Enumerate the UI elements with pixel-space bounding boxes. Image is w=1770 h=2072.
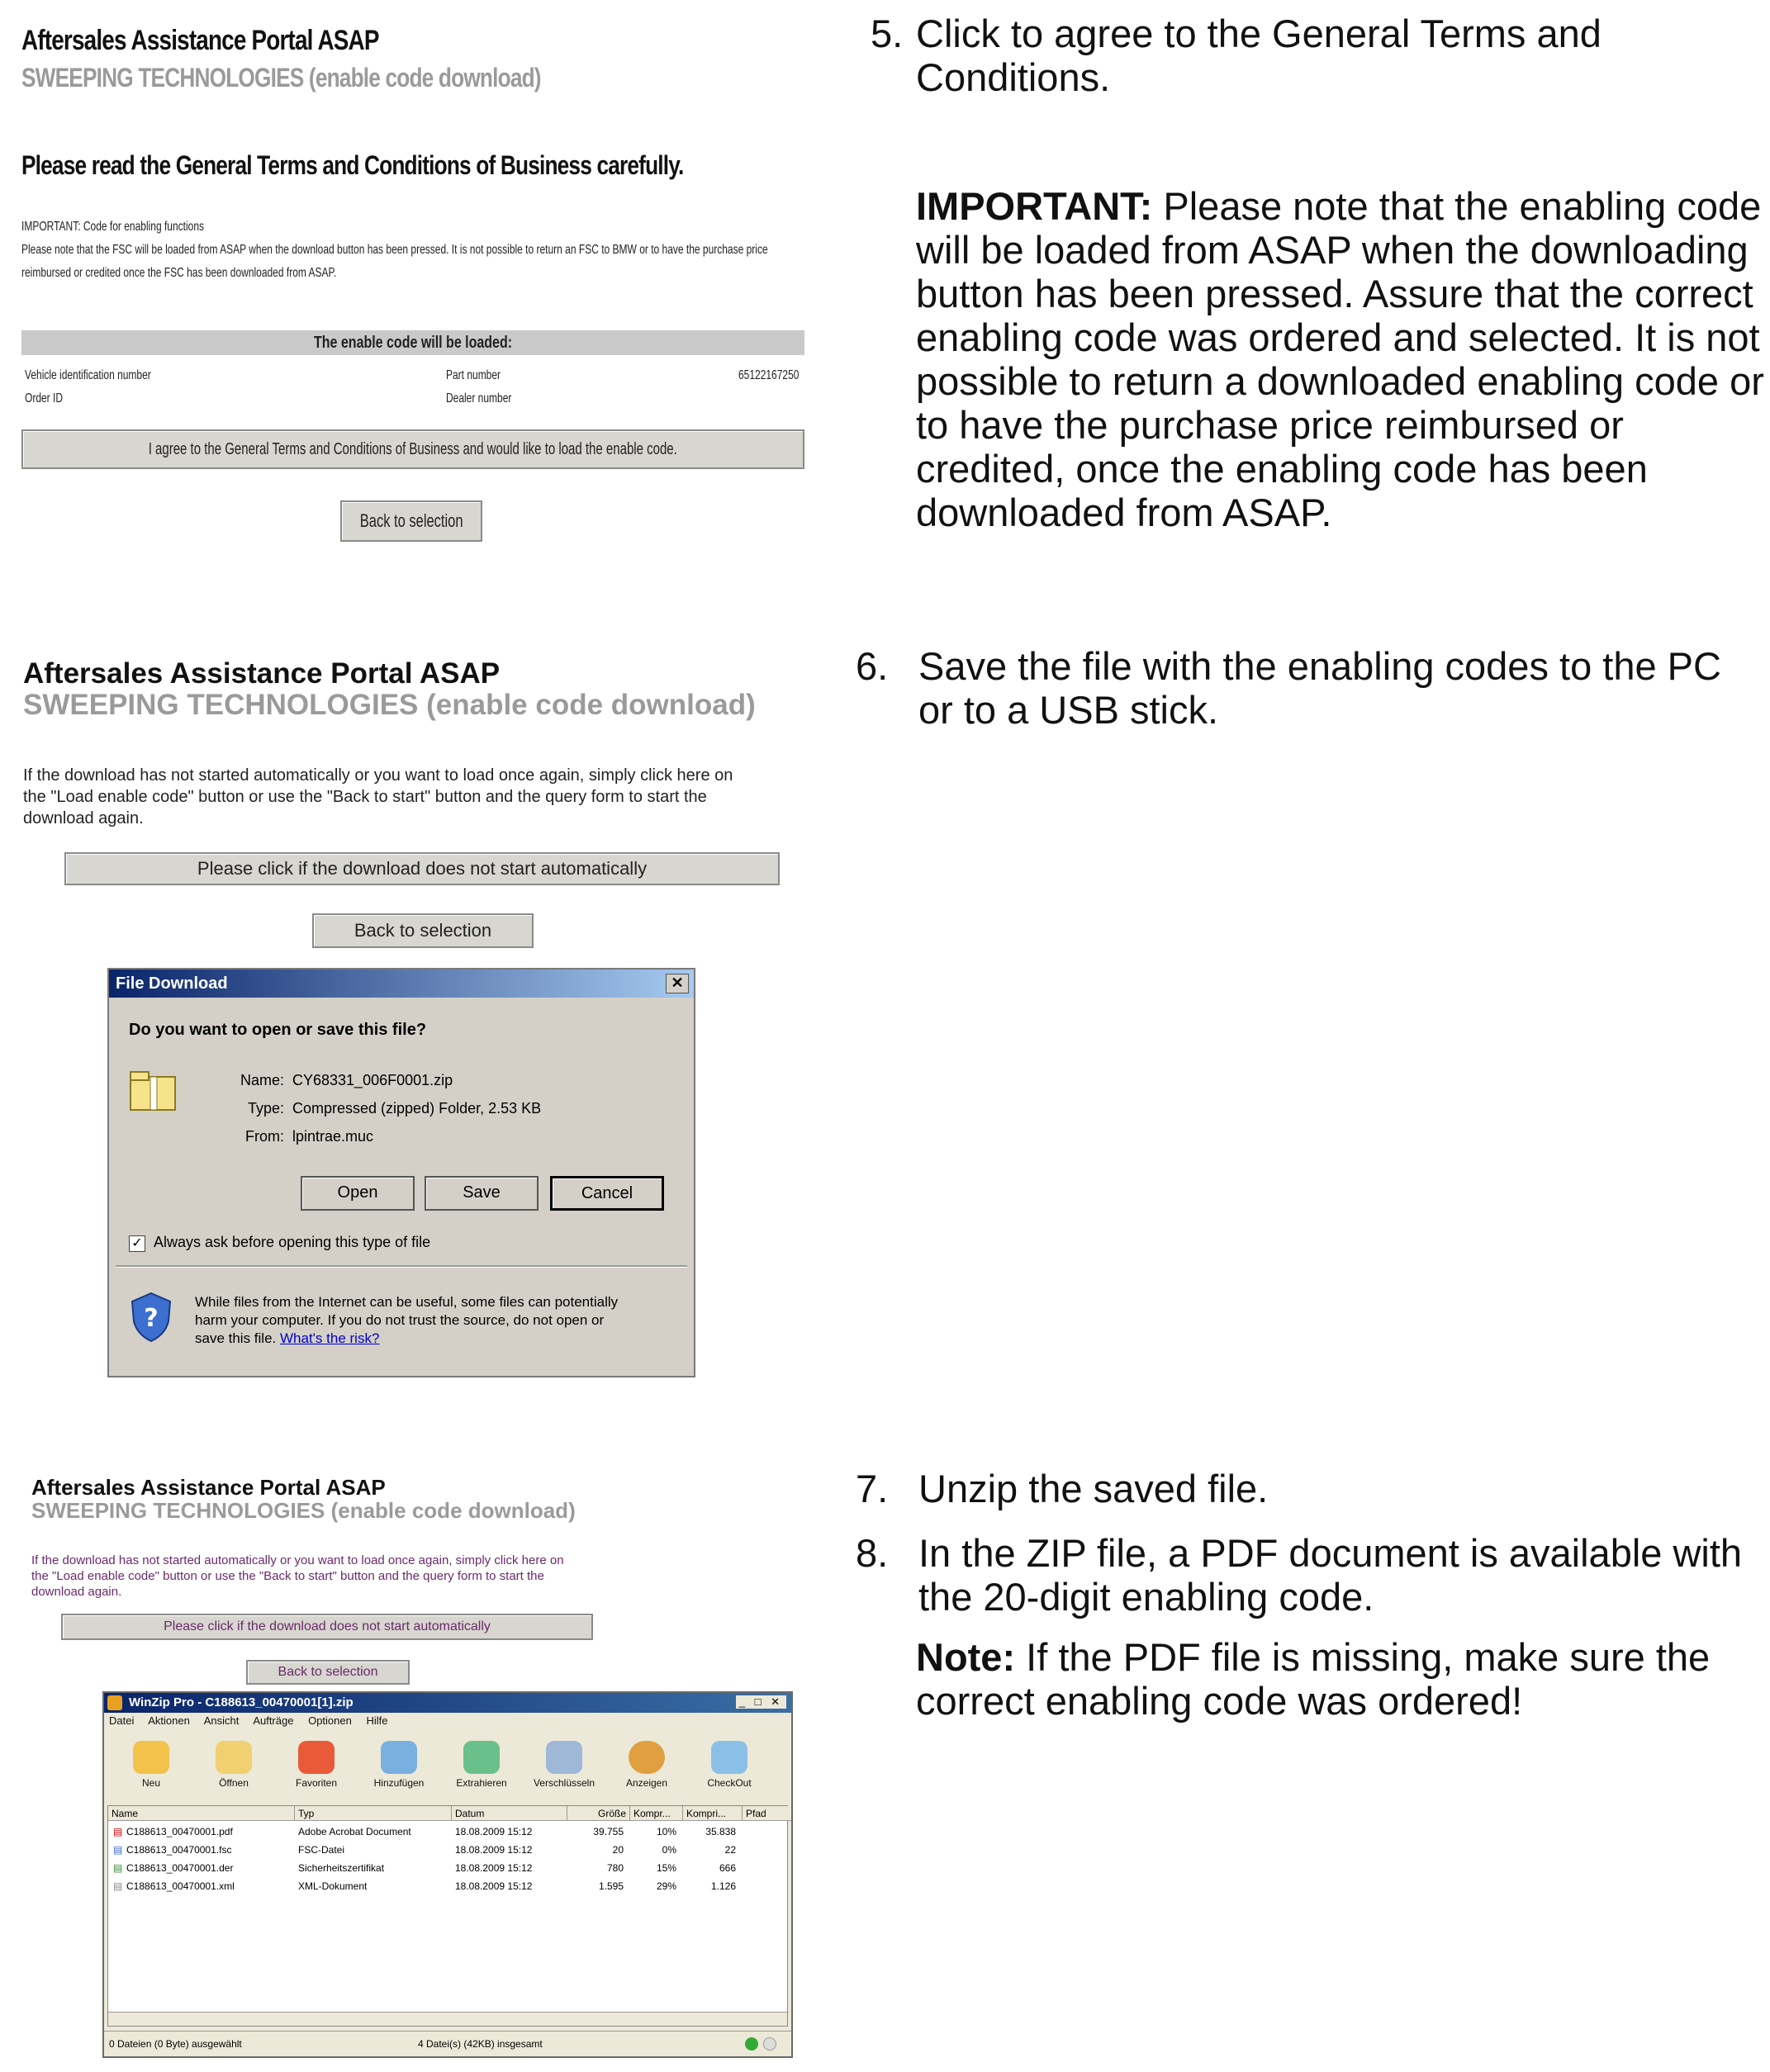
portal-subtitle: SWEEPING TECHNOLOGIES (enable code download) (23, 689, 756, 721)
info-line-1: If the download has not started automatically or you want to load once again, simply click here on (23, 766, 733, 785)
favorites-icon (298, 1741, 335, 1774)
manual-download-button[interactable]: Please click if the download does not start automatically (64, 852, 780, 885)
important-line-4: enabling code was ordered and selected. It is not (916, 315, 1760, 359)
enable-code-bar (21, 330, 804, 355)
agree-button-label: I agree to the General Terms and Conditions of Business and would like to load the enable code. (148, 440, 678, 458)
file-packed: 35.838 (705, 1826, 736, 1837)
file-type: FSC-Datei (298, 1844, 345, 1856)
vin-label: Vehicle identification number (25, 368, 151, 382)
file-row[interactable] (108, 1841, 787, 1859)
fsc-file-icon: ▤ (113, 1844, 123, 1856)
back-to-selection-button[interactable] (340, 500, 482, 542)
winzip-window (102, 1691, 793, 2058)
file-type: Adobe Acrobat Document (298, 1826, 411, 1837)
step-number: 6. (856, 644, 889, 688)
step-5-line-2: Conditions. (916, 55, 1111, 99)
info-line-3: download again. (31, 1585, 122, 1599)
checkout-icon (711, 1741, 747, 1774)
info-line-1: If the download has not started automatically or you want to load once again, simply click here on (31, 1553, 564, 1567)
file-packed: 22 (724, 1844, 736, 1856)
warning-line-3 (195, 1330, 379, 1348)
important-label: IMPORTANT: (916, 184, 1153, 228)
file-row[interactable] (108, 1877, 787, 1895)
winzip-menu (109, 1714, 400, 1727)
xml-file-icon: ▤ (113, 1880, 123, 1892)
window-controls[interactable]: _ □ ✕ (736, 1695, 786, 1709)
file-from-value: lpintrae.muc (292, 1128, 374, 1145)
always-ask-label: Always ask before opening this type of file (154, 1234, 431, 1250)
file-packed: 666 (719, 1862, 736, 1874)
tool-add[interactable] (362, 1741, 436, 1789)
tool-new-label: Neu (141, 1777, 160, 1789)
part-number-label: Part number (446, 368, 501, 382)
enable-code-bar-label: The enable code will be loaded: (313, 334, 513, 352)
winzip-title: WinZip Pro - C188613_00470001[1].zip (129, 1695, 354, 1709)
file-date: 18.08.2009 15:12 (455, 1880, 533, 1892)
col-ratio[interactable]: Kompr... (630, 1806, 683, 1821)
col-date[interactable]: Datum (452, 1806, 567, 1821)
menu-optionen[interactable]: Optionen (308, 1714, 352, 1727)
col-packed[interactable]: Kompri... (683, 1806, 743, 1821)
important-line-1: Please note that the enabling code (1163, 184, 1762, 228)
tool-open-label: Öffnen (219, 1777, 249, 1789)
tool-encrypt[interactable] (527, 1741, 601, 1789)
certificate-file-icon: ▤ (113, 1862, 123, 1874)
shield-help-icon (129, 1292, 173, 1343)
file-size: 780 (606, 1862, 624, 1874)
file-packed: 1.126 (710, 1880, 736, 1892)
file-date: 18.08.2009 15:12 (455, 1826, 533, 1837)
menu-aktionen[interactable]: Aktionen (148, 1714, 190, 1727)
open-button[interactable]: Open (301, 1176, 415, 1211)
tool-extract[interactable] (444, 1741, 519, 1789)
tool-open[interactable] (197, 1741, 271, 1789)
view-icon (629, 1741, 665, 1774)
status-total: 4 Datei(s) (42KB) insgesamt (418, 2038, 543, 2050)
name-label: Name: (240, 1072, 284, 1088)
open-icon (216, 1741, 252, 1774)
tool-new[interactable] (114, 1741, 188, 1789)
file-name: C188613_00470001.fsc (126, 1844, 232, 1856)
tool-checkout-label: CheckOut (707, 1777, 752, 1789)
encrypt-icon (546, 1741, 582, 1774)
winzip-app-icon (107, 1695, 122, 1710)
file-ratio: 10% (656, 1826, 676, 1837)
file-type-value: Compressed (zipped) Folder, 2.53 KB (292, 1100, 542, 1117)
winzip-status-bar (104, 2031, 791, 2056)
file-row[interactable] (108, 1823, 787, 1841)
agree-button[interactable] (21, 429, 804, 469)
file-row[interactable] (108, 1859, 787, 1877)
warning-line-3-text: save this file. (195, 1330, 277, 1346)
dialog-title-bar (109, 970, 694, 998)
tool-favorites-label: Favoriten (295, 1777, 338, 1789)
part-number-value: 65122167250 (738, 368, 800, 382)
status-green-icon (745, 2037, 758, 2051)
dialog-title: File Download (116, 974, 228, 993)
col-size[interactable]: Größe (567, 1806, 630, 1821)
portal-title: Aftersales Assistance Portal ASAP (21, 25, 379, 56)
note-line-2: correct enabling code was ordered! (916, 1679, 1523, 1723)
file-date: 18.08.2009 15:12 (455, 1844, 533, 1856)
portal-title: Aftersales Assistance Portal ASAP (23, 657, 501, 690)
dialog-question: Do you want to open or save this file? (129, 1021, 427, 1039)
step-8-line-1: In the ZIP file, a PDF document is available with (918, 1531, 1743, 1575)
step-number: 7. (856, 1467, 889, 1510)
winzip-file-list (107, 1805, 788, 2027)
from-label: From: (245, 1128, 284, 1145)
tool-checkout[interactable] (692, 1741, 766, 1789)
file-name: C188613_00470001.pdf (126, 1826, 233, 1837)
zip-folder-icon (127, 1067, 180, 1113)
step-number: 5. (871, 12, 904, 55)
portal-title: Aftersales Assistance Portal ASAP (31, 1475, 386, 1500)
file-size: 20 (612, 1844, 624, 1856)
file-type: Sicherheitszertifikat (298, 1862, 385, 1874)
pdf-file-icon: ▤ (113, 1826, 123, 1837)
important-line-8: downloaded from ASAP. (916, 491, 1332, 534)
step-number: 8. (856, 1531, 889, 1575)
file-ratio: 29% (656, 1880, 676, 1892)
important-line: IMPORTANT: Code for enabling functions (21, 220, 204, 234)
menu-datei[interactable]: Datei (109, 1714, 135, 1727)
tool-encrypt-label: Verschlüsseln (533, 1777, 596, 1789)
dealer-number-label: Dealer number (446, 391, 512, 405)
col-name[interactable]: Name (108, 1806, 295, 1821)
note-line-1: If the PDF file is missing, make sure the (1026, 1635, 1711, 1679)
horizontal-scrollbar[interactable] (108, 2012, 787, 2026)
col-path[interactable]: Pfad (743, 1806, 792, 1821)
notice-line-2: reimbursed or credited once the FSC has been downloaded from ASAP. (21, 266, 337, 280)
svg-text:?: ? (144, 1304, 159, 1333)
important-notice (916, 184, 1764, 534)
menu-hilfe[interactable]: Hilfe (366, 1714, 388, 1727)
menu-ansicht[interactable]: Ansicht (203, 1714, 240, 1727)
important-line-3: button has been pressed. Assure that the correct (916, 272, 1753, 315)
winzip-title-bar (104, 1693, 791, 1713)
always-ask-checkbox[interactable]: ✓ (129, 1235, 145, 1252)
file-size: 1.595 (598, 1880, 624, 1892)
cancel-button[interactable]: Cancel (550, 1176, 664, 1211)
file-name: C188613_00470001.xml (126, 1880, 235, 1892)
tool-extract-label: Extrahieren (456, 1777, 507, 1789)
file-ratio: 15% (656, 1862, 676, 1874)
col-type[interactable]: Typ (295, 1806, 452, 1821)
back-to-selection-button[interactable]: Back to selection (246, 1660, 410, 1685)
portal-subtitle: SWEEPING TECHNOLOGIES (enable code download) (21, 63, 541, 92)
back-to-selection-button[interactable]: Back to selection (312, 913, 534, 948)
important-line-6: to have the purchase price reimbursed or (916, 403, 1624, 447)
file-download-dialog (107, 968, 695, 1377)
new-icon (133, 1741, 169, 1774)
manual-download-button[interactable]: Please click if the download does not start automatically (61, 1614, 593, 1640)
status-gray-icon (763, 2037, 776, 2051)
file-name-value: CY68331_006F0001.zip (292, 1072, 453, 1088)
step-6-line-1: Save the file with the enabling codes to the PC (918, 644, 1721, 688)
save-button[interactable]: Save (425, 1176, 539, 1211)
warning-line-2: harm your computer. If you do not trust the source, do not open or (195, 1312, 605, 1328)
terms-heading: Please read the General Terms and Conditions of Business carefully. (21, 150, 684, 180)
warning-line-1: While files from the Internet can be useful, some files can potentially (195, 1294, 619, 1310)
extract-icon (463, 1741, 500, 1774)
divider (116, 1265, 687, 1268)
tool-favorites[interactable] (279, 1741, 354, 1789)
info-line-2: the "Load enable code" button or use the "Back to start" button and the query form to start the (31, 1569, 544, 1583)
risk-link[interactable]: What's the risk? (280, 1330, 380, 1346)
important-line-5: possible to return a downloaded enabling code or (916, 359, 1764, 403)
important-line-7: credited, once the enabling code has been (916, 447, 1648, 491)
step-6-line-2: or to a USB stick. (918, 688, 1219, 732)
note (916, 1635, 1710, 1723)
close-icon[interactable]: ✕ (666, 974, 689, 993)
file-name: C188613_00470001.der (126, 1862, 234, 1874)
file-date: 18.08.2009 15:12 (455, 1862, 533, 1874)
add-icon (381, 1741, 417, 1774)
note-label: Note: (916, 1635, 1016, 1679)
file-type: XML-Dokument (298, 1880, 368, 1892)
portal-subtitle: SWEEPING TECHNOLOGIES (enable code download) (31, 1498, 576, 1523)
menu-auftraege[interactable]: Aufträge (253, 1714, 294, 1727)
tool-add-label: Hinzufügen (373, 1777, 425, 1789)
order-id-label: Order ID (25, 391, 64, 405)
step-7-line-1: Unzip the saved file. (918, 1467, 1269, 1510)
info-line-2: the "Load enable code" button or use the "Back to start" button and the query form to start the (23, 788, 707, 806)
step-8-line-2: the 20-digit enabling code. (918, 1575, 1374, 1619)
status-selected: 0 Dateien (0 Byte) ausgewählt (109, 2038, 242, 2050)
back-button-label: Back to selection (359, 510, 463, 531)
step-5-line-1: Click to agree to the General Terms and (916, 12, 1602, 55)
file-size: 39.755 (593, 1826, 624, 1837)
important-line-2: will be loaded from ASAP when the downloading (916, 228, 1749, 272)
tool-view[interactable] (610, 1741, 684, 1789)
type-label: Type: (247, 1100, 284, 1117)
file-ratio: 0% (662, 1844, 676, 1856)
info-line-3: download again. (23, 809, 144, 827)
notice-line-1: Please note that the FSC will be loaded from ASAP when the download button has been pressed. It is not possible to return an FSC to BMW or to have the purchase price (21, 243, 768, 257)
tool-view-label: Anzeigen (625, 1777, 668, 1789)
